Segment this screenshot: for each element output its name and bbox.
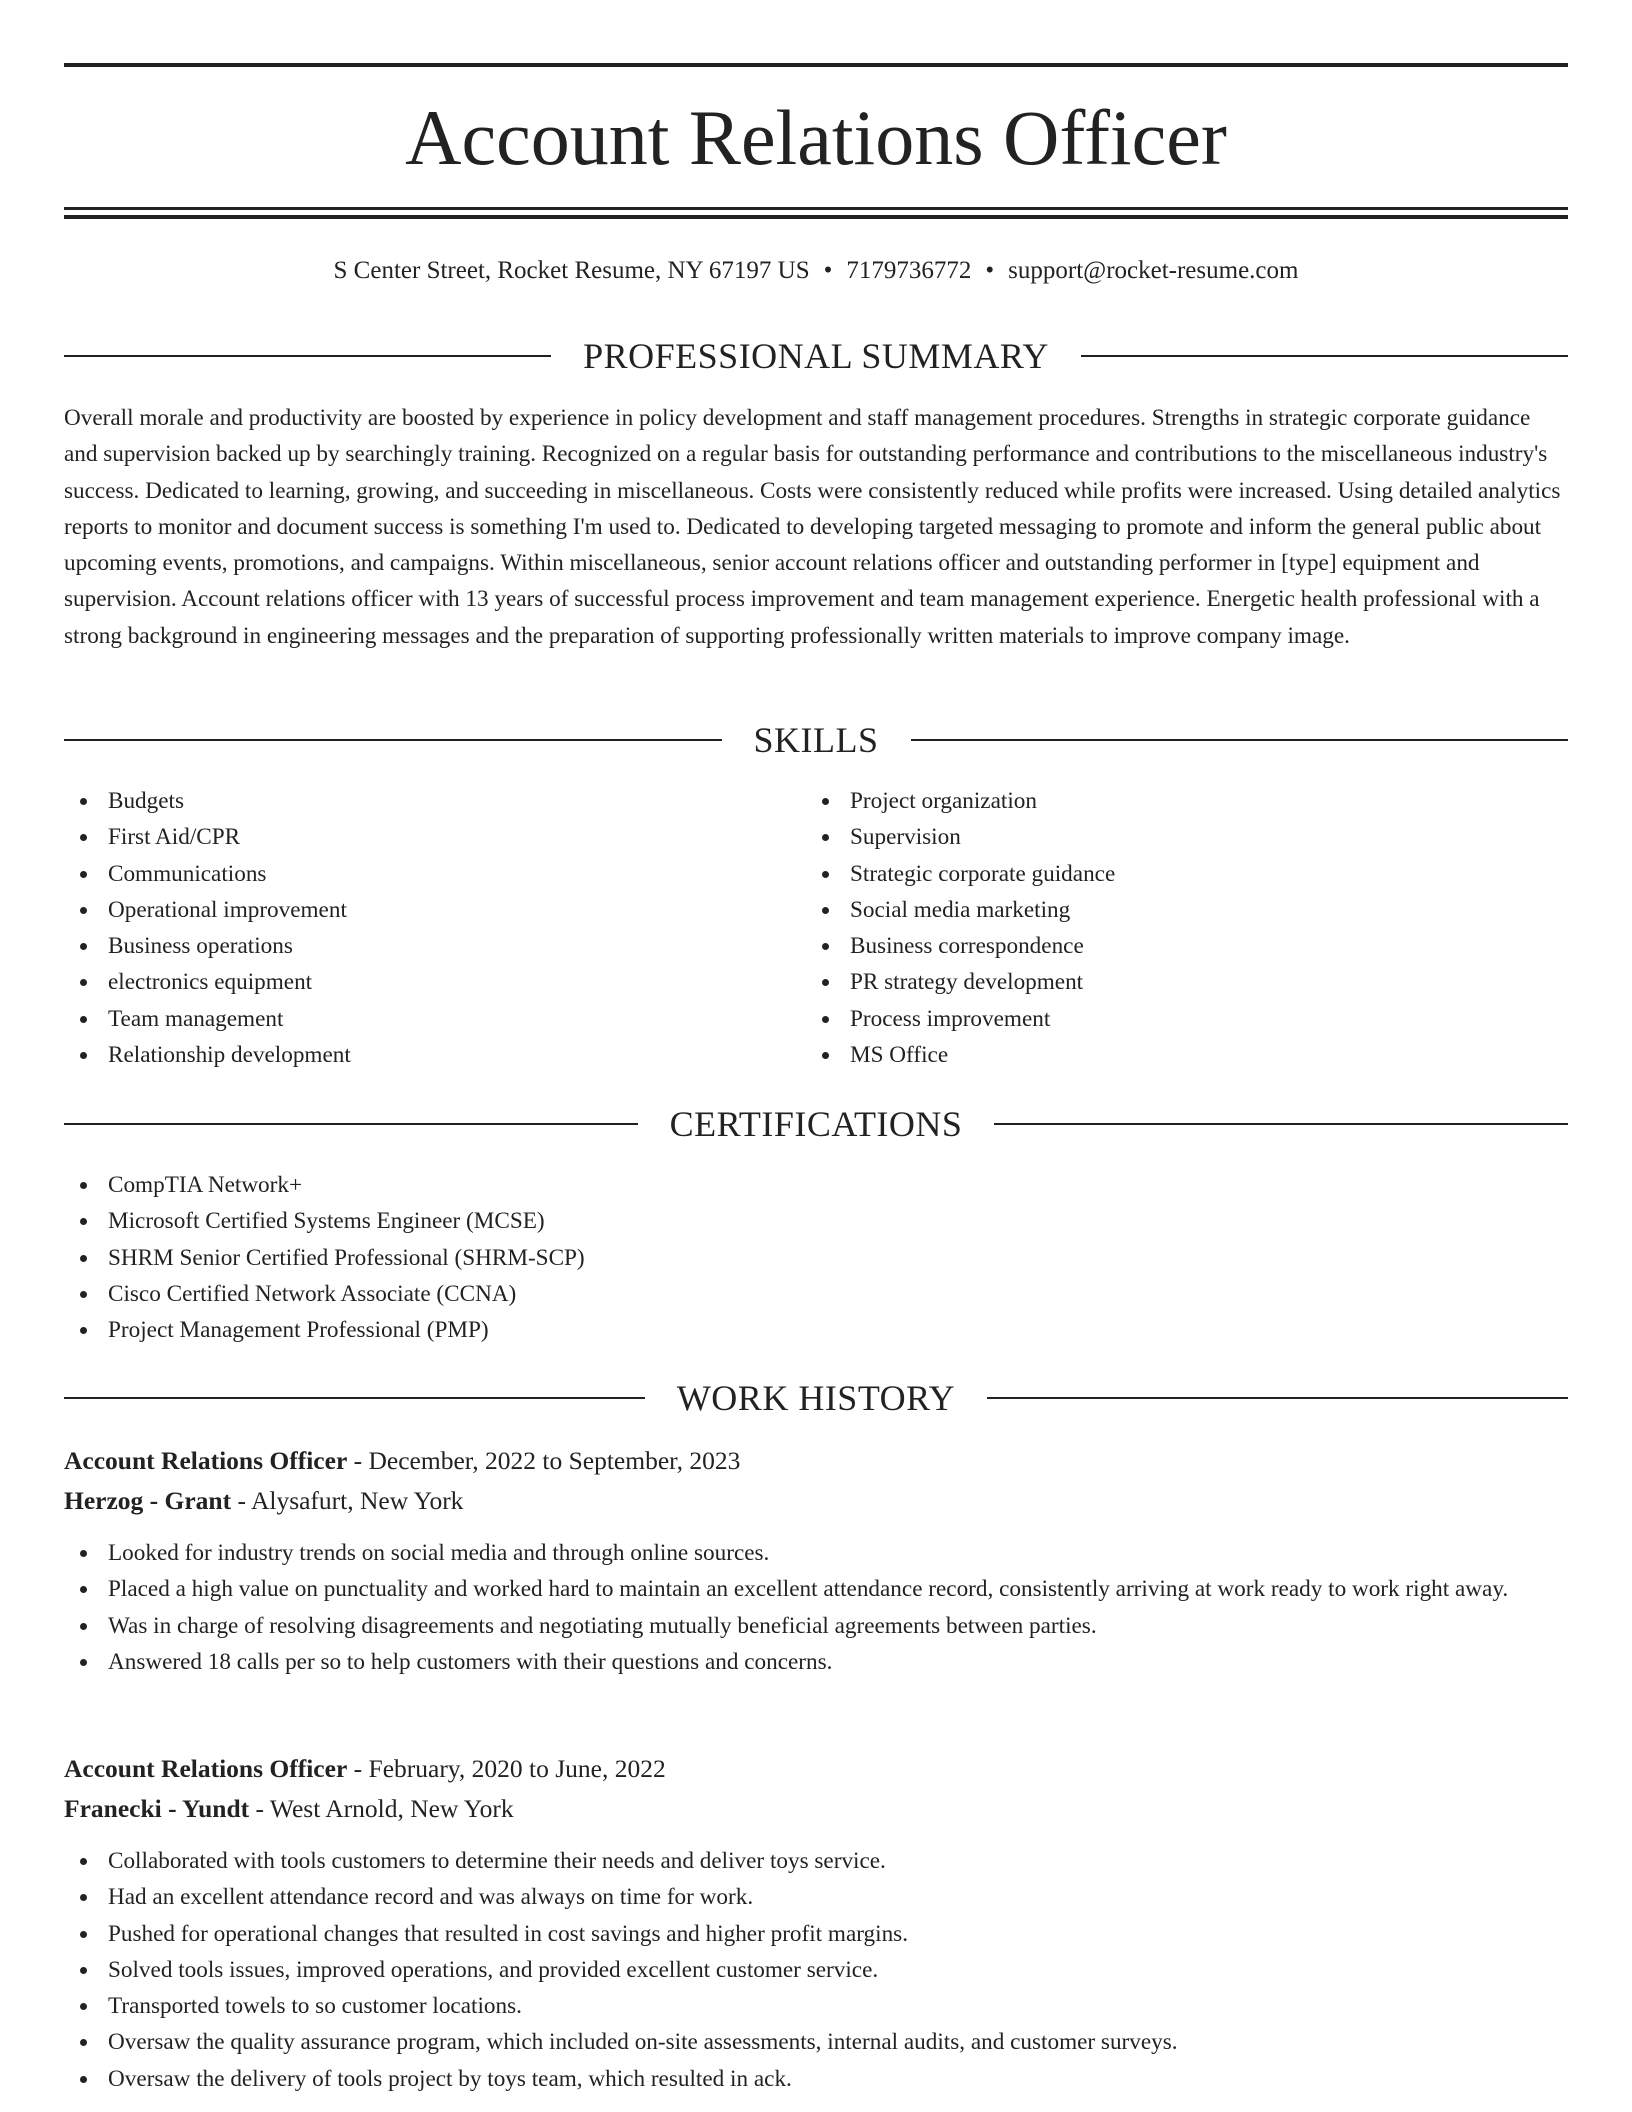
skill-item: Business correspondence [806,928,1546,964]
title-rule-lower [64,215,1568,219]
job-bullet: Oversaw the delivery of tools project by toys team, which resulted in ack. [64,2061,1568,2097]
job-bullet: Was in charge of resolving disagreements and negotiating mutually beneficial agreements between parties. [64,1608,1568,1644]
skills-list-left [64,783,804,1073]
skill-item: Supervision [806,819,1546,855]
certification-item: Cisco Certified Network Associate (CCNA) [64,1276,1568,1312]
skill-item: First Aid/CPR [64,819,804,855]
job-location: - West Arnold, New York [249,1794,514,1823]
certification-item: CompTIA Network+ [64,1167,1568,1203]
job-entry [64,1749,1568,2097]
skills-column-left [64,783,804,1073]
contact-phone: 7179736772 [846,257,972,284]
heading-rule-right [987,1397,1568,1399]
job-bullet: Pushed for operational changes that resulted in cost savings and higher profit margins. [64,1916,1568,1952]
heading-rule-left [64,355,551,357]
job-bullets [64,1843,1568,2097]
skill-item: electronics equipment [64,964,804,1000]
work-history-heading-label: WORK HISTORY [676,1378,956,1418]
heading-rule-left [64,1397,645,1399]
skill-item: Communications [64,856,804,892]
summary-text: Overall morale and productivity are boosted by experience in policy development and staff management procedures. Strengths in strategic corporate guidance and supervision backed up by searchingly training. Recognized on a regular basis for outstanding performance and contributions to the miscellaneous industry's success. Dedicated to learning, growing, and succeeding in miscellaneous. Costs were consistently reduced while profits were increased. Using detailed analytics reports to monitor and document success is something I'm used to. Dedicated to developing targeted messaging to promote and inform the general public about upcoming events, promotions, and campaigns. Within miscellaneous, senior account relations officer and outstanding performer in [type] equipment and supervision. Account relations officer with 13 years of successful process improvement and team management experience. Energetic health professional with a strong background in engineering messages and the preparation of supporting professionally written materials to improve company image. [64,405,1561,649]
job-location: - Alysafurt, New York [231,1486,464,1515]
job-bullet: Answered 18 calls per so to help customers with their questions and concerns. [64,1644,1568,1680]
job-bullet: Transported towels to so customer locations. [64,1988,1568,2024]
work-history-heading [64,1376,1568,1420]
job-company-row [64,1481,1568,1521]
contact-address: S Center Street, Rocket Resume, NY 67197 US [333,257,810,284]
job-bullet: Placed a high value on punctuality and worked hard to maintain an excellent attendance record, consistently arriving at work ready to work right away. [64,1571,1568,1607]
job-bullet: Looked for industry trends on social media and through online sources. [64,1535,1568,1571]
top-rule [64,63,1568,67]
skill-item: Social media marketing [806,892,1546,928]
resume-title: Account Relations Officer [405,94,1227,181]
skill-item: Process improvement [806,1001,1546,1037]
job-dates: - February, 2020 to June, 2022 [347,1754,666,1783]
contact-separator: • [985,257,995,284]
title-rule-upper [64,207,1568,210]
certification-item: Microsoft Certified Systems Engineer (MCSE) [64,1203,1568,1239]
job-dates: - December, 2022 to September, 2023 [347,1446,741,1475]
summary-heading-label: PROFESSIONAL SUMMARY [583,336,1049,376]
skills-list-right [806,783,1546,1073]
contact-line [64,253,1568,289]
job-company: Herzog - Grant [64,1486,232,1515]
skills-heading [64,718,1568,762]
skill-item: PR strategy development [806,964,1546,1000]
summary-heading [64,334,1568,378]
job-bullet: Solved tools issues, improved operations, and provided excellent customer service. [64,1952,1568,1988]
skill-item: Business operations [64,928,804,964]
certifications-block [64,1167,1568,1348]
heading-rule-right [911,739,1569,741]
skills-column-right [806,783,1546,1073]
skill-item: MS Office [806,1037,1546,1073]
skill-item: Project organization [806,783,1546,819]
certification-item: SHRM Senior Certified Professional (SHRM-SCP) [64,1240,1568,1276]
heading-rule-right [994,1123,1568,1125]
job-title-row [64,1441,1568,1481]
skill-item: Operational improvement [64,892,804,928]
certifications-heading [64,1102,1568,1146]
certification-item: Project Management Professional (PMP) [64,1312,1568,1348]
contact-email: support@rocket-resume.com [1008,257,1299,284]
skills-heading-label: SKILLS [753,720,879,760]
job-company: Franecki - Yundt [64,1794,250,1823]
job-bullet: Had an excellent attendance record and was always on time for work. [64,1879,1568,1915]
job-bullets [64,1535,1568,1680]
certifications-heading-label: CERTIFICATIONS [669,1104,963,1144]
job-company-row [64,1789,1568,1829]
certifications-list [64,1167,1568,1348]
skill-item: Strategic corporate guidance [806,856,1546,892]
contact-separator: • [823,257,833,284]
skill-item: Budgets [64,783,804,819]
job-entry [64,1441,1568,1680]
skill-item: Team management [64,1001,804,1037]
job-bullet: Collaborated with tools customers to determine their needs and deliver toys service. [64,1843,1568,1879]
job-title: Account Relations Officer [64,1446,348,1475]
skill-item: Relationship development [64,1037,804,1073]
heading-rule-right [1081,355,1568,357]
heading-rule-left [64,1123,638,1125]
job-title-row [64,1749,1568,1789]
job-bullet: Oversaw the quality assurance program, which included on-site assessments, internal audits, and customer surveys. [64,2024,1568,2060]
job-title: Account Relations Officer [64,1754,348,1783]
heading-rule-left [64,739,722,741]
